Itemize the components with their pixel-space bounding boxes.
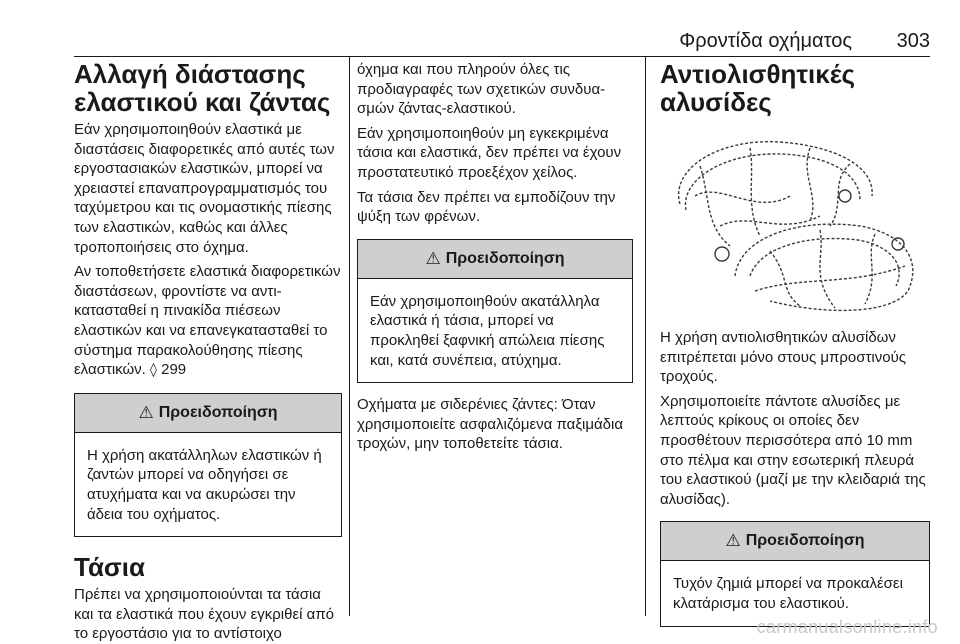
paragraph: Εάν χρησιμοποιηθούν ελαστικά με διαστάσεις διαφορετικές από αυτές των εργοστασιακών ελαστικών, μπορεί να χρειαστεί επαναπρογραμματισμός του ταχύμετρου και τις ονομαστικής πίεσης των ελαστικών, καθώς και άλλες τροποποιήσεις στο όχημα. [74, 121, 335, 256]
heading-snow-chains: Αντιολισθητικές αλυσίδες [660, 59, 855, 117]
column-divider-1 [349, 56, 350, 616]
warning-title: Προειδοποίηση [158, 403, 278, 421]
column-left [74, 60, 342, 644]
paragraph: Τα τάσια δεν πρέπει να εμποδίζουν την ψύξη των φρένων. [357, 188, 616, 226]
paragraph: Η χρήση αντιολισθητικών αλυσίδων επιτρέπεται μόνο στους μπροστινούς τροχούς. [660, 329, 906, 386]
warning-text: Εάν χρησιμοποιηθούν ακατάλληλα ελαστικά ή τάσια, μπορεί να προκληθεί ξαφνική απώλεια πίεσης και, κατά συνέπεια, ατύχημα. [370, 292, 605, 369]
warning-text: Τυχόν ζημιά μπορεί να προκαλέσει κλατάρισμα του ελαστικού. [673, 575, 903, 612]
paragraph: όχημα και που πληρούν όλες τις προδιαγραφές των σχετικών συνδυασμών ζάντας-ελαστικού. [357, 61, 606, 118]
column-middle [357, 60, 633, 454]
paragraph: Χρησιμοποιείτε πάντοτε αλυσίδες με λεπτούς κρίκους οι οποίες δεν προσθέτουν περισσότερα από 10 mm στο πέλμα και στην εσωτερική πλευρά του ελαστικού (μαζί με την κλειδαριά της αλυσίδας). [660, 392, 926, 508]
warning-box [74, 393, 342, 537]
warning-text: Η χρήση ακατάλληλων ελαστικών ή ζαντών μπορεί να οδηγήσει σε ατυχήματα και να ακυρώσει την άδεια του οχήματος. [87, 446, 322, 523]
paragraph-text: Αν τοποθετήσετε ελαστικά διαφορετικών διαστάσεων, φροντίστε να αντικατασταθεί η πινακίδα πιέσεων ελαστικών και να επανεγκατασταθεί το σύστημα παρακολούθησης πίεσης ελαστικών. [74, 263, 341, 379]
warning-triangle-icon: ⚠ [138, 402, 154, 423]
warning-header [358, 240, 632, 279]
watermark: carmanualsonline.info [756, 617, 938, 637]
warning-box [660, 521, 930, 626]
paragraph-with-reference [74, 262, 342, 381]
paragraph: Οχήματα με σιδερένιες ζάντες: Όταν χρησιμοποιείτε ασφαλιζόμενα παξιμάδια τροχών, μην τοποθετείτε τάσια. [357, 396, 624, 453]
warning-title: Προειδοποίηση [745, 532, 865, 550]
warning-header [661, 522, 929, 561]
column-right [660, 60, 930, 627]
heading-tire-size-change: Αλλαγή διάστασης ελαστικού και ζάντας [74, 59, 331, 117]
warning-header [75, 394, 341, 433]
page-header [74, 28, 930, 58]
column-divider-2 [645, 56, 646, 616]
paragraph: Πρέπει να χρησιμοποιούνται τα τάσια και τα ελαστικά που έχουν εγκριθεί από το εργοστάσιο για το αντίστοιχο [74, 586, 335, 643]
section-title: Φροντίδα οχήματος [679, 30, 852, 52]
heading-hubcaps: Τάσια [74, 552, 145, 583]
warning-title: Προειδοποίηση [445, 249, 565, 267]
paragraph: Εάν χρησιμοποιηθούν μη εγκεκριμένα τάσια και ελαστικά, δεν πρέπει να έχουν προστατευτικό προεξέχον χείλος. [357, 124, 622, 181]
warning-triangle-icon: ⚠ [425, 248, 441, 269]
warning-box [357, 239, 633, 383]
page-reference-icon: ◊ [150, 362, 157, 379]
snow-chains-icon [660, 126, 926, 316]
snow-chains-illustration [660, 126, 926, 316]
page-number: 303 [896, 30, 930, 52]
header-rule [74, 56, 930, 57]
warning-triangle-icon: ⚠ [725, 531, 741, 552]
page-reference[interactable]: 299 [161, 361, 187, 379]
